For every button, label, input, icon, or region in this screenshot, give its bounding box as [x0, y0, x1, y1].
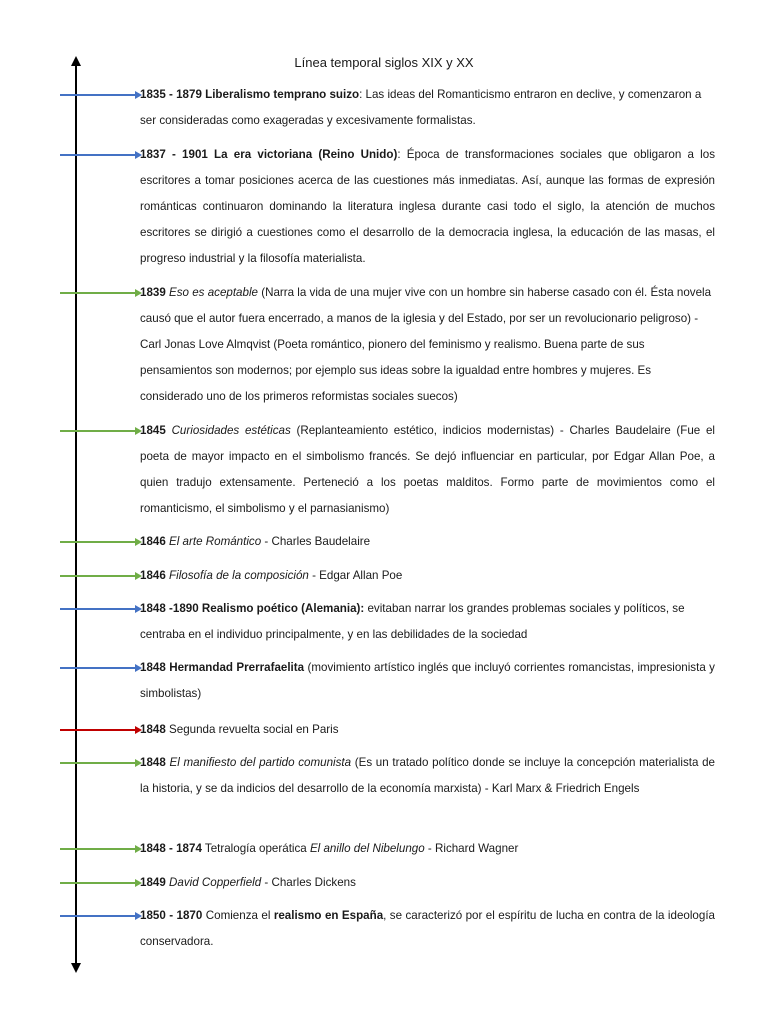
timeline-entry: [140, 903, 715, 955]
timeline-arrow-green: [60, 848, 136, 850]
arrow-down-icon: [71, 963, 81, 973]
entry-heading: La era victoriana (Reino Unido): [214, 148, 398, 161]
entry-description: - Edgar Allan Poe: [308, 569, 403, 582]
timeline-arrow-blue: [60, 667, 136, 669]
entry-description: - Richard Wagner: [424, 842, 519, 855]
entry-description: Segunda revuelta social en Paris: [165, 723, 339, 736]
entry-heading: Eso es aceptable: [169, 286, 258, 299]
timeline-arrow-red: [60, 729, 136, 731]
entry-heading: El anillo del Nibelungo: [309, 842, 425, 855]
timeline-arrow-green: [60, 882, 136, 884]
entry-heading: Realismo poético (Alemania):: [201, 602, 365, 615]
timeline-arrow-blue: [60, 915, 136, 917]
entry-year: 1846: [140, 535, 166, 548]
entry-year: 1837 - 1901: [140, 148, 208, 161]
entry-prefix: Tetralogía operática: [201, 842, 310, 855]
timeline-entry: [140, 717, 715, 743]
entry-description: (Replanteamiento estético, indicios modernistas) - Charles Baudelaire (Fue el poeta de mayor impacto en el simbolismo francés. Se dejó influenciar en particular, por Edgar Allan Poe, a quien tradujo extensamente. Perteneció a los poetas malditos. Formo parte de movimientos como el romanticismo, el simbolismo y el parnasianismo): [140, 424, 716, 515]
timeline-arrow-green: [60, 762, 136, 764]
entry-description: : Las ideas del Romanticismo entraron en declive, y comenzaron a ser consideradas como exageradas y excesivamente formalistas.: [140, 88, 702, 127]
entry-heading: Filosofía de la composición: [169, 569, 309, 582]
timeline-entry: [140, 655, 715, 707]
entry-heading: realismo en España: [273, 909, 384, 922]
entry-heading: Liberalismo temprano suizo: [205, 88, 360, 101]
entry-year: 1850 - 1870: [140, 909, 203, 922]
entry-year: 1848 -1890: [140, 602, 199, 615]
timeline-entry: [140, 418, 715, 522]
timeline-arrow-blue: [60, 154, 136, 156]
timeline-arrow-green: [60, 430, 136, 432]
timeline-axis: [75, 66, 77, 964]
entry-prefix: Comienza el: [202, 909, 274, 922]
entry-year: 1848 - 1874: [140, 842, 202, 855]
entry-heading: Curiosidades estéticas: [171, 424, 291, 437]
entry-year: 1848: [140, 661, 166, 674]
timeline-entry: [140, 836, 715, 862]
timeline-arrow-blue: [60, 608, 136, 610]
timeline-entry: [140, 82, 715, 134]
entry-year: 1835 - 1879: [140, 88, 202, 101]
entry-year: 1849: [140, 876, 166, 889]
timeline-entry: [140, 529, 715, 555]
entry-heading: El arte Romántico: [169, 535, 262, 548]
timeline-entry: [140, 750, 715, 802]
entry-description: : Época de transformaciones sociales que obligaron a los escritores a tomar posiciones acerca de las cuestiones más inmediatas. Así, aunque las formas de expresión románticas continuaron dominando la literatura inglesa durante casi todo el siglo, la atención de muchos escritores se dirigió a cuestiones como el desarrollo de la democracia inglesa, la educación de las masas, el progreso industrial y la filosofía materialista.: [140, 148, 715, 265]
timeline-arrow-green: [60, 541, 136, 543]
timeline-arrow-blue: [60, 94, 136, 96]
entry-description: (Es un tratado político donde se incluye la concepción materialista de la historia, y se da indicios del desarrollo de la economía marxista) - Karl Marx & Friedrich Engels: [140, 756, 715, 795]
timeline-entry: [140, 596, 715, 648]
entry-description: , se caracterizó por el espíritu de lucha en contra de la ideología conservadora.: [140, 909, 715, 948]
timeline-entry: [140, 563, 715, 589]
entry-year: 1846: [140, 569, 166, 582]
page-title: Línea temporal siglos XIX y XX: [294, 55, 474, 70]
entry-year: 1845: [140, 424, 166, 437]
entry-year: 1848: [140, 756, 166, 769]
entry-description: - Charles Dickens: [261, 876, 356, 889]
timeline-arrow-green: [60, 292, 136, 294]
entry-description: - Charles Baudelaire: [261, 535, 371, 548]
timeline-arrow-green: [60, 575, 136, 577]
timeline-entry: [140, 870, 715, 896]
entry-heading: Hermandad Prerrafaelita: [169, 661, 305, 674]
entry-year: 1839: [140, 286, 166, 299]
entry-heading: El manifiesto del partido comunista: [169, 756, 352, 769]
entry-description: (Narra la vida de una mujer vive con un hombre sin haberse casado con él. Ésta novela causó que el autor fuera encerrado, a manos de la iglesia y del Estado, por ser un revolucionario peligroso) - Carl Jonas Love Almqvist (Poeta romántico, pionero del feminismo y realismo. Buena parte de sus pensamientos son modernos; por ejemplo sus ideas sobre la igualdad entre hombres y mujeres. Es considerado uno de los primeros reformistas sociales suecos): [140, 286, 712, 403]
entry-description: evitaban narrar los grandes problemas sociales y políticos, se centraba en el individuo principalmente, y en las debilidades de la sociedad: [140, 602, 685, 641]
timeline-entry: [140, 142, 715, 272]
entry-heading: David Copperfield: [169, 876, 262, 889]
entry-description: (movimiento artístico inglés que incluyó corrientes romancistas, impresionista y simbolistas): [140, 661, 715, 700]
timeline-entry: [140, 280, 715, 410]
entry-year: 1848: [140, 723, 166, 736]
